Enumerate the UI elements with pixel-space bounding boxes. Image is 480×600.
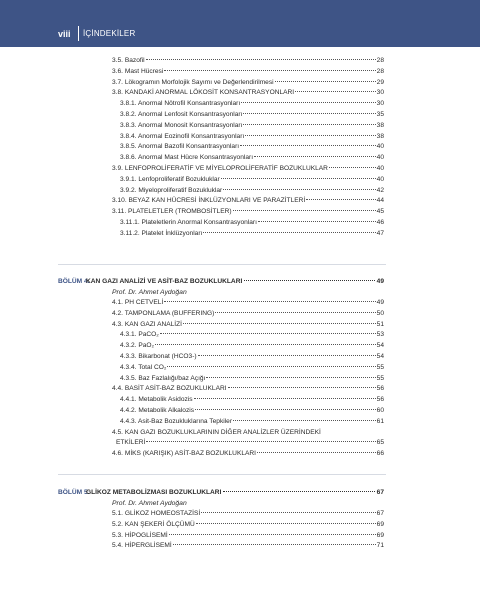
dot-leader [169,534,376,535]
toc-entry-title: 3.10. BEYAZ KAN HÜCRESİ İNKLÜZYONLARI VE PARAZİTLERİ [112,197,306,205]
toc-entry-title: 4.4.2. Metabolik Alkalozis [120,407,195,414]
toc-entry-page: 40 [376,165,384,172]
dot-leader [164,70,375,71]
toc-entry-page: 38 [376,132,384,140]
dot-leader [146,441,375,442]
toc-entry-title: 4.2. TAMPONLAMA (BUFFERING) [112,309,215,317]
toc-entry-title: 3.6. Mast Hücresi [112,67,164,75]
toc-entry[interactable] [120,395,384,405]
toc-entry-page: 45 [376,208,384,216]
toc-entry-page: 30 [376,100,384,108]
dot-leader [146,59,376,60]
toc-entry-page: 49 [376,299,384,306]
chapter-title: KAN GAZI ANALİZİ VE ASİT-BAZ BOZUKLUKLARI [86,278,243,285]
toc-entry-page: 44 [376,197,384,205]
toc-entry-page: 67 [376,510,384,517]
toc-entry-title: 3.7. Lökogramın Morfolojik Sayımı ve Değerlendirilmesi [112,78,274,86]
toc-entry[interactable] [120,363,384,373]
toc-entry-title: 5.2. KAN ŞEKERİ ÖLÇÜMÜ [112,520,195,528]
dot-leader [295,91,376,92]
dot-leader [233,420,376,421]
toc-entry[interactable] [112,298,384,308]
toc-entry-page: 50 [376,309,384,317]
dot-leader [198,355,376,356]
toc-entry-page: 30 [376,89,384,97]
dot-leader [195,409,376,410]
toc-entry-page: 55 [376,363,384,371]
dot-leader [223,491,374,492]
toc-entry[interactable] [120,374,384,384]
toc-entry[interactable] [112,541,384,551]
toc-entry-title: 4.3.4. Total CO₂ [120,363,167,371]
chapter-number: BÖLÜM 5. [58,489,90,496]
dot-leader [223,189,375,190]
dot-leader [243,113,375,114]
toc-entry-page: 56 [376,385,384,393]
dot-leader [167,366,375,367]
toc-entry-page: 40 [376,175,384,183]
toc-entry-title: 4.3.2. PaO₂ [120,342,155,350]
dot-leader [194,398,376,399]
dot-leader [221,178,376,179]
toc-entry-page: 60 [376,407,384,414]
dot-leader [306,199,375,200]
toc-entry[interactable] [112,449,384,459]
dot-leader [254,156,376,157]
toc-entry[interactable] [112,509,384,519]
toc-entry-page: 56 [376,396,384,404]
toc-entry-title: 3.8.5. Anormal Bazofil Konsantrasyonları [120,143,240,151]
chapter-page: 67 [376,489,384,496]
toc-entry[interactable] [112,520,384,530]
toc-entry-title: 4.3. KAN GAZI ANALİZİ [112,320,182,328]
toc-entry-title: 3.8.1. Anormal Nötrofil Konsantrasyonları [120,100,241,108]
toc-entry-page: 28 [376,67,384,75]
toc-entry-title: 4.4.1. Metabolik Asidozis [120,396,193,404]
dot-leader [206,377,375,378]
section-divider [58,264,386,265]
dot-leader [160,333,376,334]
toc-entry[interactable] [112,196,384,206]
dot-leader [244,280,374,281]
dot-leader [173,544,376,545]
toc-entry-page: 69 [376,520,384,528]
dot-leader [233,210,376,211]
toc-entry-page: 54 [376,353,384,360]
toc-entry[interactable] [112,88,384,98]
toc-entry[interactable] [112,384,384,394]
toc-entry-title: 3.8.4. Anormal Eozinofil Konsantrasyonları [120,132,245,140]
toc-entry[interactable] [112,531,384,541]
toc-entry[interactable] [120,218,384,228]
toc-entry-title: 5.4. HİPERGLİSEMİ [112,542,172,550]
dot-leader [245,135,375,136]
toc-entry-title: 3.8. KANDAKİ ANORMAL LÖKOSİT KONSANTRASYONLARI [112,89,295,97]
toc-entry-page: 66 [376,450,384,458]
toc-entry[interactable] [120,341,384,351]
toc-entry[interactable] [120,121,384,131]
page-number: viii [58,29,71,39]
header-title: İÇİNDEKİLER [83,29,136,38]
toc-entry[interactable] [112,56,384,66]
dot-leader [240,145,376,146]
toc-entry[interactable] [116,438,384,448]
toc-entry-page: 71 [376,542,384,550]
toc-entry-title: 4.1. PH CETVELİ [112,299,164,306]
toc-entry[interactable] [120,132,384,142]
chapter-heading[interactable] [58,276,384,288]
toc-entry-page: 29 [376,78,384,86]
toc-entry-page: 61 [376,417,384,425]
toc-entry[interactable] [120,417,384,427]
toc-entry[interactable] [112,320,384,330]
dot-leader [243,124,375,125]
dot-leader [329,167,376,168]
toc-entry-title: 4.4.3. Asit-Baz Bozukluklarına Tepkiler [120,417,233,425]
toc-entry[interactable] [120,186,384,196]
dot-leader [257,452,376,453]
toc-entry-title: 3.11.1. Plateletlerin Anormal Konsantrasyonları [120,219,257,226]
toc-entry-page: 54 [376,342,384,350]
toc-entry-page: 28 [376,57,384,64]
toc-entry-page: 38 [376,121,384,129]
toc-entry-title: 3.5. Bazofil [112,57,145,64]
dot-leader [258,221,376,222]
toc-entry[interactable] [120,229,384,239]
dot-leader [215,312,375,313]
toc-entry-page: 55 [376,374,384,382]
toc-entry-title: ETKİLERİ [116,439,146,447]
toc-entry[interactable] [120,352,384,362]
toc-entry-title: 3.8.2. Anormal Lenfosit Konsantrasyonları [120,111,243,118]
toc-entry[interactable] [120,406,384,416]
toc-entry-title: 5.3. HİPOGLİSEMİ [112,531,168,539]
chapter-heading[interactable] [58,487,384,499]
toc-entry-title: 4.3.1. PaCO₂ [120,331,159,339]
toc-entry-page: 40 [376,143,384,151]
dot-leader [228,387,376,388]
toc-entry-page: 42 [376,186,384,194]
toc-entry[interactable] [120,110,384,120]
chapter-title: GLİKOZ METABOLİZMASI BOZUKLUKLARI [86,489,222,496]
toc-entry[interactable] [112,164,384,174]
toc-entry-page: 46 [376,219,384,226]
toc-entry[interactable] [112,67,384,77]
chapter-page: 49 [376,278,384,285]
chapter-author: Prof. Dr. Ahmet Aydoğan [112,289,187,296]
toc-entry-title: 3.8.6. Anormal Mast Hücre Konsantrasyonları [120,154,254,162]
toc-entry-title: 3.9. LENFOPROLİFERATİF VE MİYELOPROLİFERATİF BOZUKLUKLAR [112,165,328,172]
toc-entry[interactable] [112,309,384,319]
toc-entry-title: 4.4. BASİT ASİT-BAZ BOZUKLUKLARI [112,385,227,393]
toc-entry[interactable] [120,175,384,185]
toc-entry-title: 4.6. MİKS (KARIŞIK) ASİT-BAZ BOZUKLUKLARI [112,450,257,458]
toc-entry[interactable] [120,142,384,152]
toc-entry-title: 3.9.1. Lenfoproliferatif Bozukluklar [120,175,220,183]
toc-entry[interactable] [112,207,384,217]
toc-entry-title: 4.5. KAN GAZI BOZUKLUKLARININ DİĞER ANALİZLER ÜZERİNDEKİ [112,428,321,436]
toc-entry-title: 5.1. GLİKOZ HOMEOSTAZİSİ [112,510,201,517]
toc-entry-page: 51 [376,320,384,328]
dot-leader [201,512,375,513]
dot-leader [203,232,375,233]
dot-leader [164,301,375,302]
chapter-number: BÖLÜM 4. [58,278,90,285]
toc-entry[interactable] [120,153,384,163]
toc-entry-title: 3.11.2. Platelet İnklüzyonları [120,229,203,237]
section-divider [58,474,386,475]
toc-entry-page: 40 [376,154,384,162]
dot-leader [183,323,376,324]
toc-entry[interactable] [112,78,384,88]
toc-entry-title: 3.8.3. Anormal Monosit Konsantrasyonları [120,121,243,129]
dot-leader [196,523,376,524]
toc-entry[interactable] [120,99,384,109]
dot-leader [241,102,375,103]
toc-entry-title: 4.3.3. Bikarbonat (HCO3-) [120,353,197,360]
toc-entry-page: 69 [376,531,384,539]
toc-entry-page: 65 [376,439,384,447]
toc-entry-title: 4.3.5. Baz Fazlalığı/baz Açığı [120,374,206,382]
toc-entry-title: 3.9.2. Miyeloproliferatif Bozukluklar [120,186,223,194]
toc-entry[interactable] [112,428,384,438]
toc-entry-page: 35 [376,111,384,118]
toc-entry-title: 3.11. PLATELETLER (TROMBOSİTLER) [112,208,232,216]
dot-leader [155,344,376,345]
chapter-author: Prof. Dr. Ahmet Aydoğan [112,500,187,507]
toc-entry[interactable] [120,330,384,340]
toc-entry-page: 53 [376,331,384,339]
dot-leader [275,81,376,82]
toc-entry-page: 47 [376,229,384,237]
